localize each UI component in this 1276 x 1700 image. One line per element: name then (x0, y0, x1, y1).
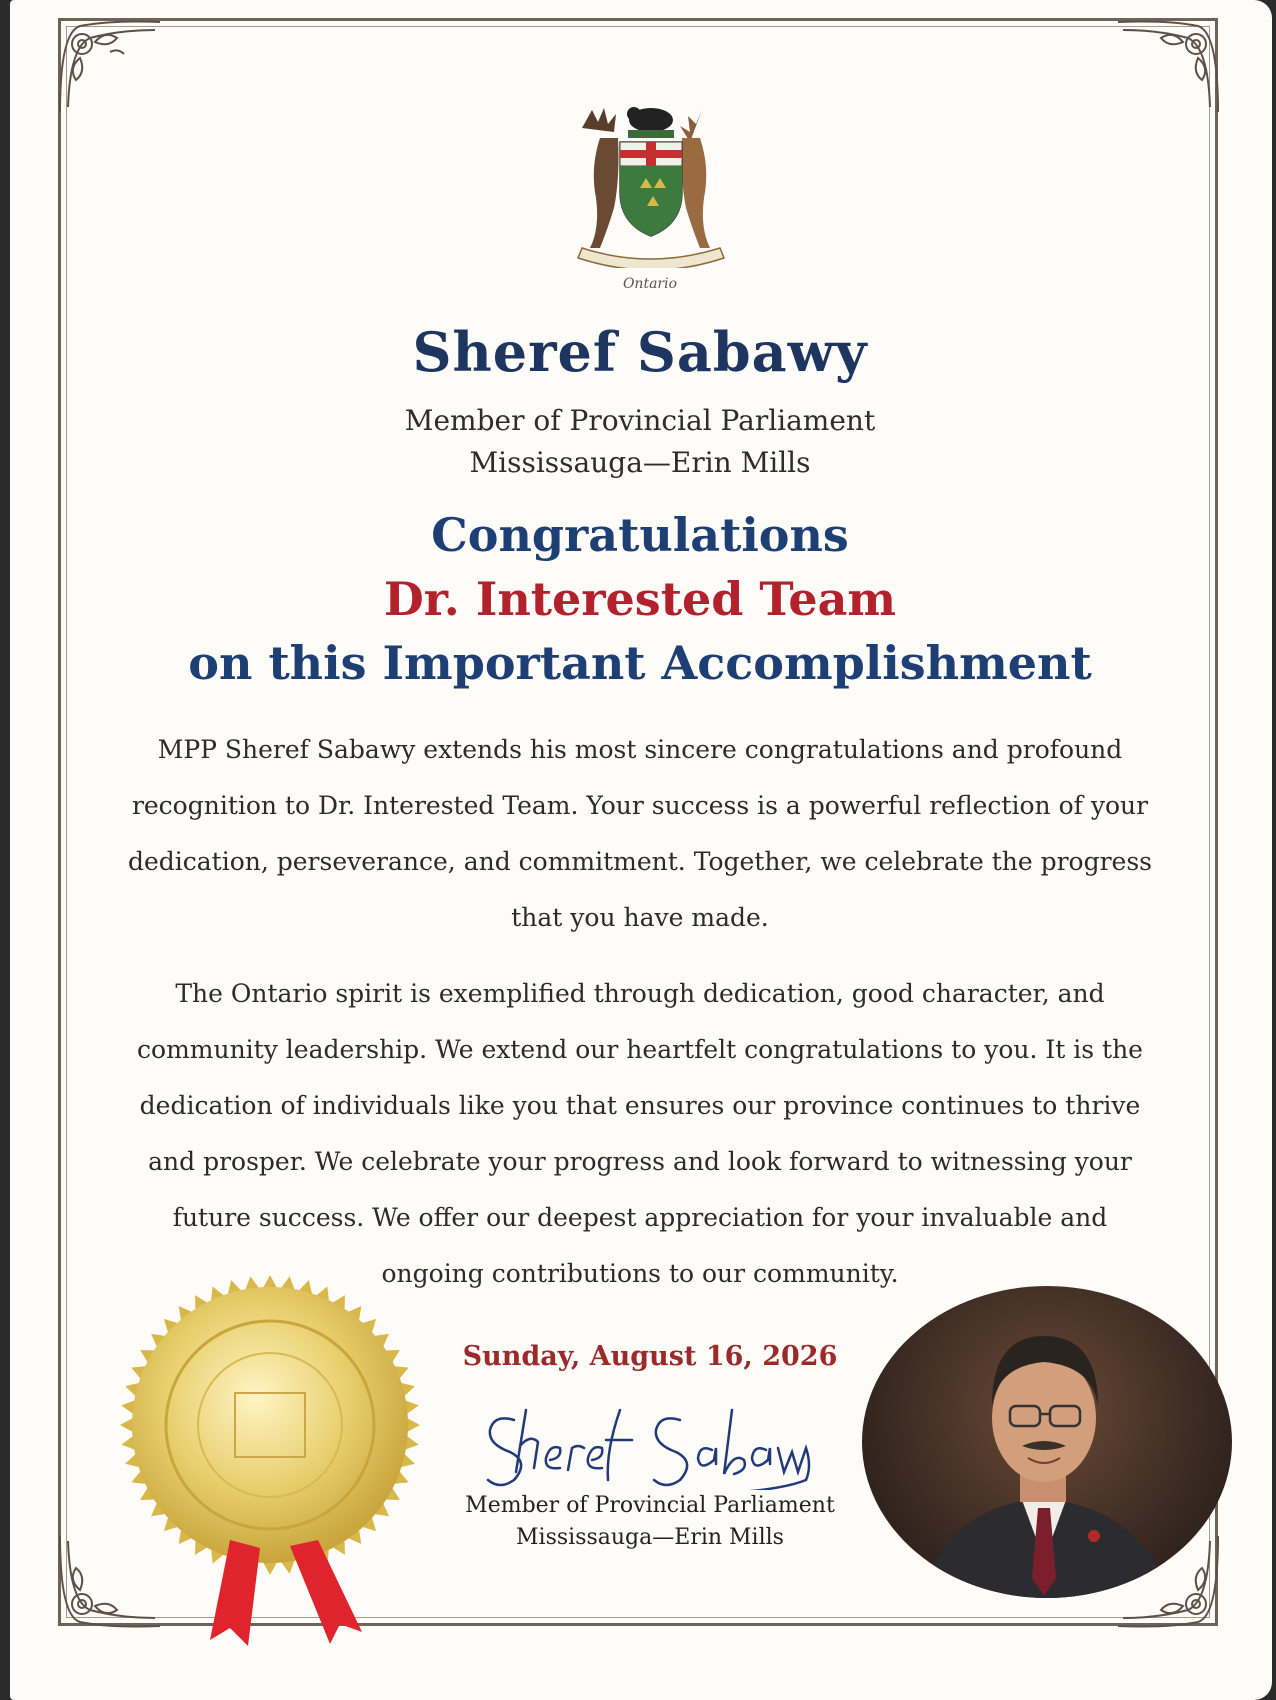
recipient-name: Dr. Interested Team (383, 572, 897, 626)
body-paragraph-2: The Ontario spirit is exemplified through dedication, good character, and community leadership. We extend our heartfelt congratulations to you. It is the dedication of individuals like you that ensures our province continues to thrive and prosper. We celebrate your progress and look forward to witnessing your future success. We offer our deepest appreciation for your invaluable and ongoing contributions to our community. (137, 979, 1143, 1288)
portrait-figure-icon (862, 1286, 1232, 1598)
ontario-coat-of-arms-icon (562, 98, 740, 268)
certificate-date: Sunday, August 16, 2026 (462, 1341, 838, 1372)
gold-seal-icon (120, 1275, 420, 1575)
accomplishment-heading: on this Important Accomplishment (188, 636, 1092, 690)
signatory-title-line1: Member of Provincial Parliament (465, 1493, 835, 1518)
province-label: Ontario (622, 276, 678, 292)
body-paragraph-1: MPP Sheref Sabawy extends his most sincere congratulations and profound recognition to Dr. Interested Team. Your success is a powerful reflection of your dedication, perseverance, and commitment. Together, we celebrate the progress that you have made. (127, 735, 1153, 932)
mpp-title-line1: Member of Provincial Parliament (404, 404, 876, 437)
mpp-title-block (70, 400, 1210, 484)
signatory-riding-line: Mississauga—Erin Mills (516, 1524, 784, 1550)
congratulations-heading: Congratulations (431, 508, 849, 562)
handwritten-signature (480, 1390, 820, 1490)
ornament-corner-icon (50, 12, 170, 122)
mpp-name-heading: Sheref Sabawy (412, 320, 868, 384)
portrait-photo (862, 1286, 1232, 1598)
ornament-corner-icon (1108, 12, 1228, 122)
mpp-riding-line: Mississauga—Erin Mills (469, 446, 811, 479)
red-ribbon-icon (190, 1540, 370, 1650)
signatory-title-block (430, 1490, 870, 1554)
